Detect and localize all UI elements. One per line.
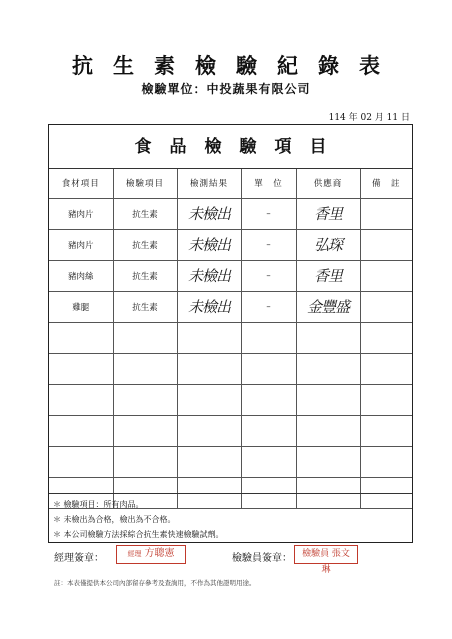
cell-unit: –	[241, 291, 296, 322]
cell-remarks	[360, 322, 412, 353]
cell-result	[177, 415, 241, 446]
col-header-food-item: 食材項目	[49, 169, 113, 198]
record-date: 114 年 02 月 11 日	[328, 113, 410, 123]
note-line: ＊ 檢驗項目：所有肉品。	[53, 500, 144, 509]
cell-remarks	[360, 446, 412, 477]
cell-unit	[241, 415, 296, 446]
cell-test-item: 抗生素	[113, 198, 177, 229]
cell-result: 未檢出	[177, 291, 241, 322]
cell-unit	[241, 353, 296, 384]
cell-test-item: 抗生素	[113, 229, 177, 260]
table-row	[49, 446, 412, 477]
cell-result	[177, 384, 241, 415]
cell-food-item	[49, 384, 113, 415]
cell-result: 未檢出	[177, 260, 241, 291]
table-row	[49, 229, 412, 260]
cell-test-item	[113, 322, 177, 353]
cell-supplier: 香里	[296, 198, 360, 229]
cell-food-item: 雞腿	[49, 291, 113, 322]
inspection-table	[49, 169, 412, 509]
cell-food-item: 豬肉片	[49, 198, 113, 229]
cell-test-item	[113, 384, 177, 415]
inspection-form	[48, 124, 413, 543]
inspector-stamp: 檢驗員 張文琳	[294, 545, 358, 564]
inspector-signature-label: 檢驗員簽章：	[232, 553, 292, 564]
manager-signature-label: 經理簽章：	[54, 553, 104, 564]
col-header-supplier: 供應商	[296, 169, 360, 198]
cell-unit	[241, 384, 296, 415]
manager-stamp-name: 方聰憲	[144, 548, 175, 559]
cell-supplier	[296, 384, 360, 415]
cell-remarks	[360, 198, 412, 229]
table-row	[49, 260, 412, 291]
cell-supplier: 香里	[296, 260, 360, 291]
cell-supplier	[296, 446, 360, 477]
cell-test-item: 抗生素	[113, 260, 177, 291]
cell-supplier	[296, 322, 360, 353]
col-header-result: 檢測結果	[177, 169, 241, 198]
cell-unit: –	[241, 229, 296, 260]
col-header-unit: 單 位	[241, 169, 296, 198]
cell-unit	[241, 322, 296, 353]
document-title: 抗生素檢驗紀錄表	[72, 53, 400, 78]
cell-supplier	[296, 353, 360, 384]
cell-test-item: 抗生素	[113, 291, 177, 322]
cell-test-item	[113, 353, 177, 384]
cell-unit: –	[241, 198, 296, 229]
cell-result	[177, 446, 241, 477]
cell-remarks	[360, 229, 412, 260]
table-header-row	[49, 169, 412, 198]
note-line: ＊ 本公司檢驗方法採綜合抗生素快速檢驗試劑。	[53, 530, 224, 539]
cell-food-item	[49, 322, 113, 353]
notes-section	[49, 493, 412, 542]
cell-remarks	[360, 384, 412, 415]
cell-supplier	[296, 415, 360, 446]
note-line: ＊ 未檢出為合格，檢出為不合格。	[53, 515, 176, 524]
cell-food-item: 豬肉片	[49, 229, 113, 260]
cell-unit: –	[241, 260, 296, 291]
cell-remarks	[360, 260, 412, 291]
cell-food-item	[49, 415, 113, 446]
cell-unit	[241, 446, 296, 477]
form-heading: 食品檢驗項目	[49, 125, 412, 169]
cell-supplier: 金豐盛	[296, 291, 360, 322]
cell-test-item	[113, 415, 177, 446]
cell-result	[177, 322, 241, 353]
col-header-remarks: 備 註	[360, 169, 412, 198]
table-row	[49, 198, 412, 229]
cell-result: 未檢出	[177, 198, 241, 229]
table-row	[49, 353, 412, 384]
table-row	[49, 322, 412, 353]
cell-remarks	[360, 353, 412, 384]
cell-food-item: 豬肉絲	[49, 260, 113, 291]
table-row	[49, 415, 412, 446]
table-row	[49, 291, 412, 322]
inspection-unit: 檢驗單位：中投蔬果有限公司	[141, 82, 311, 96]
col-header-test-item: 檢驗項目	[113, 169, 177, 198]
cell-remarks	[360, 291, 412, 322]
manager-stamp-title: 經理	[127, 550, 142, 558]
cell-result: 未檢出	[177, 229, 241, 260]
manager-stamp	[116, 545, 186, 564]
cell-supplier: 弘琛	[296, 229, 360, 260]
cell-food-item	[49, 446, 113, 477]
cell-test-item	[113, 446, 177, 477]
cell-food-item	[49, 353, 113, 384]
footnote: 註：本表僅提供本公司內部留存參考及查詢用，不作為其他證明用途。	[54, 579, 256, 587]
table-row	[49, 384, 412, 415]
cell-result	[177, 353, 241, 384]
cell-remarks	[360, 415, 412, 446]
